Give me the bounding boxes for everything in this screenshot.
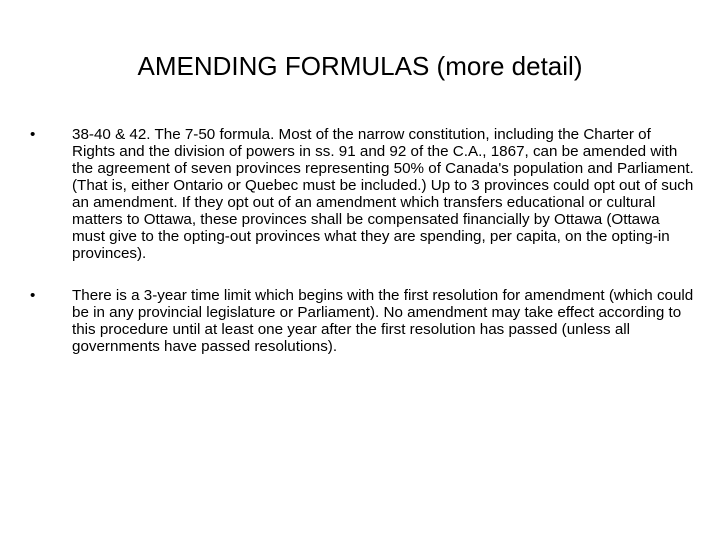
bullet-item (30, 126, 695, 262)
bullet-point-icon: • (30, 287, 36, 304)
slide-title: AMENDING FORMULAS (more detail) (137, 51, 583, 81)
bullet-text: 38-40 & 42. The 7-50 formula. Most of the narrow constitution, including the Charter of Rights and the division of powers in ss. 91 and 92 of the C.A., 1867, can be amended with the agreement of seven provinces representing 50% of Canada's population and Parliament. (That is, either Ontario or Quebec must be included.) Up to 3 provinces could opt out of such an amendment. If they opt out of an amendment which transfers educational or cultural matters to Ottawa, these provinces shall be compensated financially by Ottawa (Ottawa must give to the opting-out provinces what they are spending, per capita, on the opting-in provinces). (72, 126, 694, 262)
bullet-list (30, 126, 695, 380)
bullet-item (30, 287, 695, 355)
bullet-point-icon: • (30, 126, 36, 143)
bullet-text: There is a 3-year time limit which begins with the first resolution for amendment (which could be in any provincial legislature or Parliament). No amendment may take effect according to this procedure until at least one year after the first resolution has passed (unless all governments have passed resolutions). (72, 287, 694, 355)
